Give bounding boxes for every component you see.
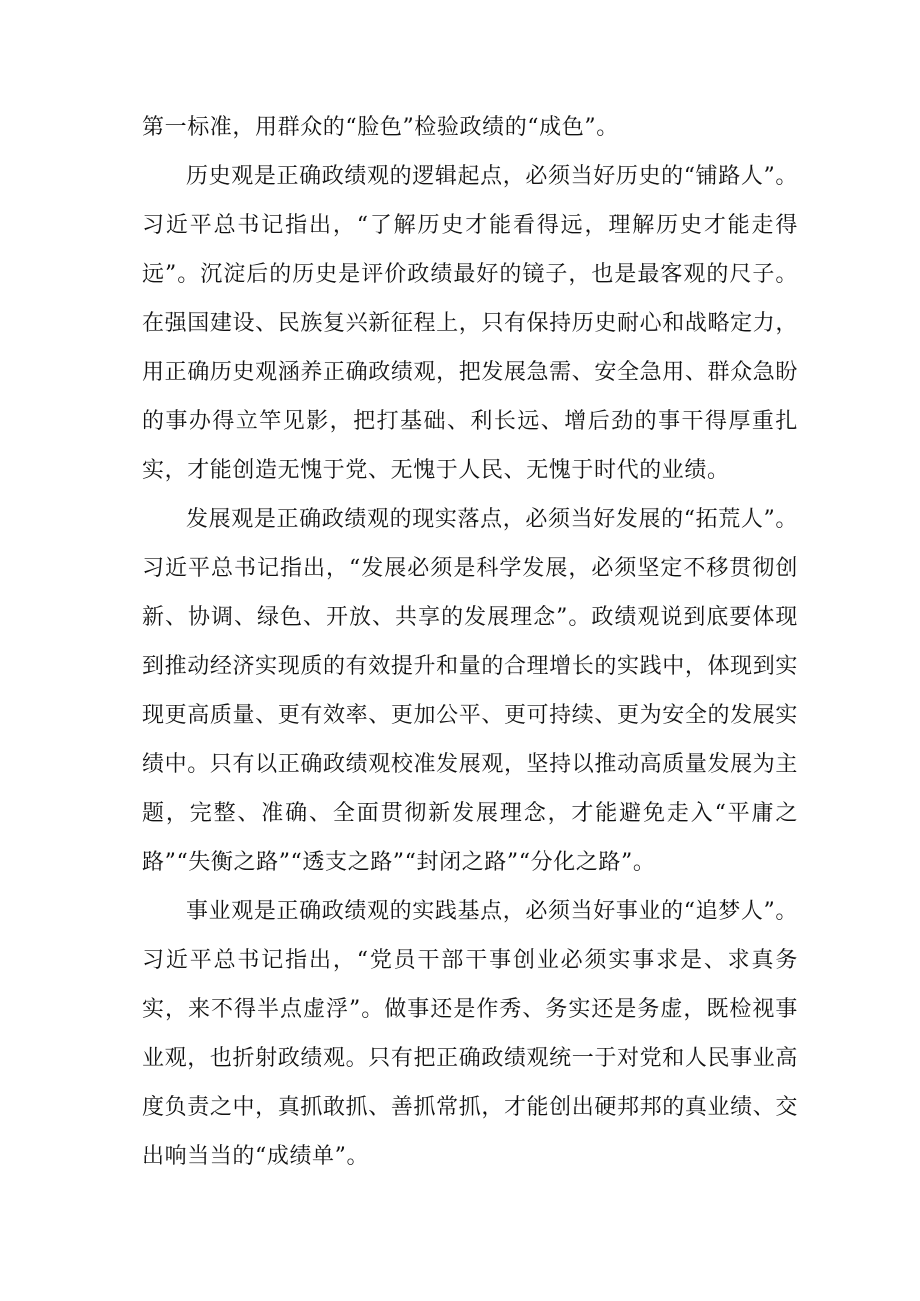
paragraph-career-view: 事业观是正确政绩观的实践基点，必须当好事业的“追梦人”。习近平总书记指出，“党员干部干事创业必须实事求是、求真务实，来不得半点虚浮”。做事还是作秀、务实还是务虚，既检视事业观，也折射政绩观。只有把正确政绩观统一于对党和人民事业高度负责之中，真抓敢抓、善抓常抓，才能创出硬邦邦的真业绩、交出响当当的“成绩单”。 xyxy=(142,899,798,1169)
paragraph-history-view: 历史观是正确政绩观的逻辑起点，必须当好历史的“铺路人”。习近平总书记指出，“了解历史才能看得远，理解历史才能走得远”。沉淀后的历史是评价政绩最好的镜子，也是最客观的尺子。在强国建设、民族复兴新征程上，只有保持历史耐心和战略定力，用正确历史观涵养正确政绩观，把发展急需、安全急用、群众急盼的事办得立竿见影，把打基础、利长远、增后劲的事干得厚重扎实，才能创造无愧于党、无愧于人民、无愧于时代的业绩。 xyxy=(142,164,798,483)
document-body xyxy=(142,103,798,1181)
paragraph-continuation: 第一标准，用群众的“脸色”检验政绩的“成色”。 xyxy=(142,115,619,140)
paragraph-development-view: 发展观是正确政绩观的现实落点，必须当好发展的“拓荒人”。习近平总书记指出，“发展必须是科学发展，必须坚定不移贯彻创新、协调、绿色、开放、共享的发展理念”。政绩观说到底要体现到推动经济实现质的有效提升和量的合理增长的实践中，体现到实现更高质量、更有效率、更加公平、更可持续、更为安全的发展实绩中。只有以正确政绩观校准发展观，坚持以推动高质量发展为主题，完整、准确、全面贯彻新发展理念，才能避免走入“平庸之路”“失衡之路”“透支之路”“封闭之路”“分化之路”。 xyxy=(142,507,798,875)
